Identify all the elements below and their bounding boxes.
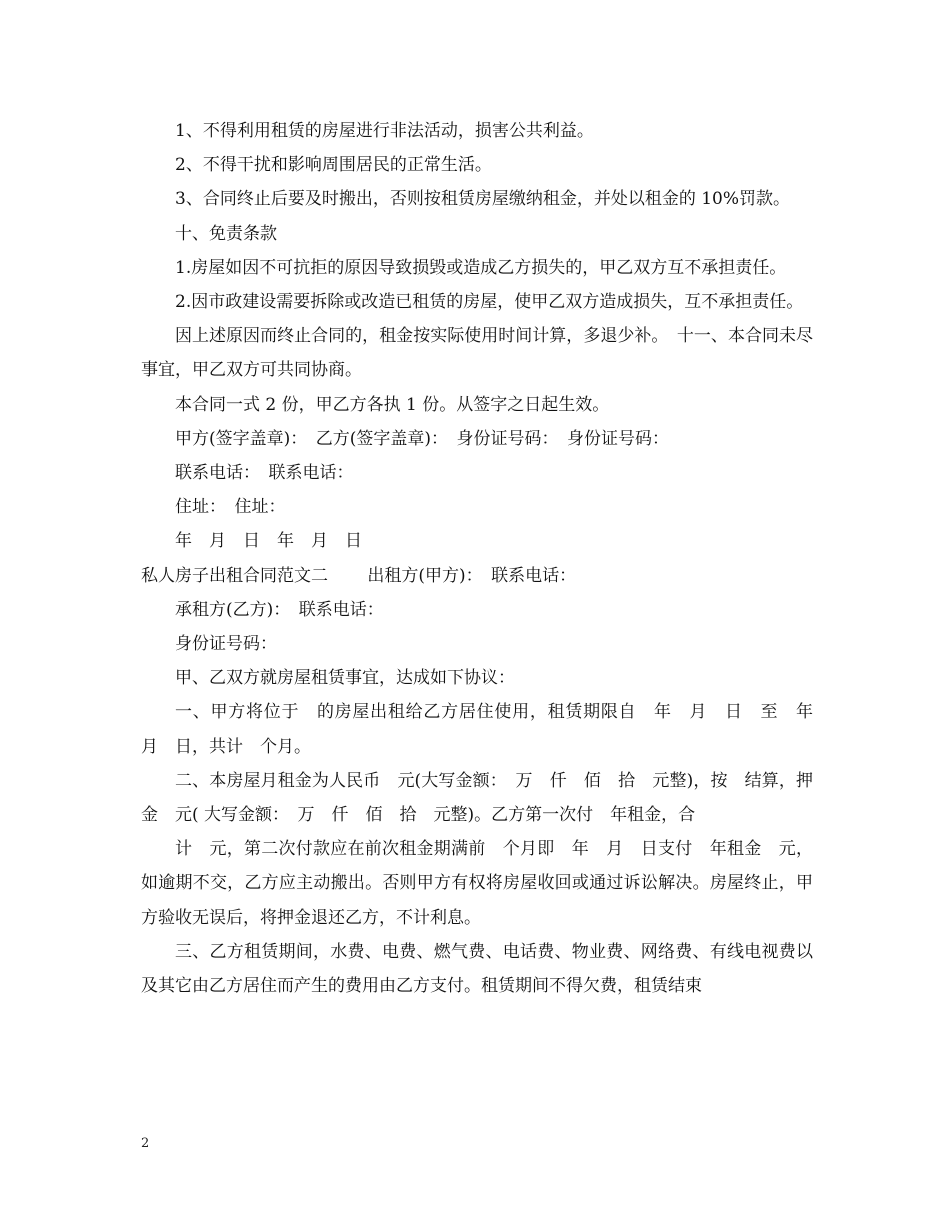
clause-paragraph: 1.房屋如因不可抗拒的原因导致损毁或造成乙方损失的，甲乙双方互不承担责任。 <box>175 257 787 278</box>
clause-paragraph: 3、合同终止后要及时搬出，否则按租赁房屋缴纳租金，并处以租金的 10%罚款。 <box>175 189 791 210</box>
clause-paragraph: 2、不得干扰和影响周围居民的正常生活。 <box>175 155 492 176</box>
signature-line: 甲方(签字盖章)： 乙方(签字盖章)： 身份证号码： 身份证号码： <box>175 428 670 449</box>
tenant-line: 承租方(乙方)： 联系电话： <box>175 599 384 620</box>
clause-paragraph: 本合同一式 2 份，甲乙方各执 1 份。从签字之日起生效。 <box>175 394 610 415</box>
clause-paragraph: 2.因市政建设需要拆除或改造已租赁的房屋，使甲乙双方造成损失，互不承担责任。 <box>175 292 804 313</box>
address-line: 住址： 住址： <box>175 497 286 518</box>
clause-paragraph: 计 元，第二次付款应在前次租金期满前 个月即 年 月 日支付 年租金 元，如逾期不交，乙方应主动搬出。否则甲方有权将房屋收回或通过诉讼解决。房屋终止，甲方验收无误后，将押金退还乙方，不计利息。 <box>141 839 813 928</box>
id-number-line: 身份证号码： <box>175 634 277 655</box>
second-contract-title-line: 私人房子出租合同范文二 出租方(甲方)： 联系电话： <box>141 565 577 586</box>
document-body <box>141 114 830 1003</box>
contact-line: 联系电话： 联系电话： <box>175 463 354 484</box>
date-line: 年 月 日 年 月 日 <box>175 531 362 552</box>
clause-paragraph: 一、甲方将位于 的房屋出租给乙方居住使用，租赁期限自 年 月 日 至 年 月 日，共计 个月。 <box>141 702 830 757</box>
page-number: 2 <box>141 1136 150 1151</box>
section-heading: 十、免责条款 <box>175 223 277 244</box>
clause-paragraph: 因上述原因而终止合同的，租金按实际使用时间计算，多退少补。 十一、本合同未尽事宜，甲乙双方可共同协商。 <box>141 326 813 381</box>
clause-paragraph: 三、乙方租赁期间，水费、电费、燃气费、电话费、物业费、网络费、有线电视费以及其它由乙方居住而产生的费用由乙方支付。租赁期间不得欠费，租赁结束 <box>141 941 813 997</box>
clause-paragraph: 1、不得利用租赁的房屋进行非法活动，损害公共利益。 <box>175 121 594 141</box>
clause-paragraph: 二、本房屋月租金为人民币 元(大写金额： 万 仟 佰 拾 元整)，按 结算，押金 元( 大写金额： 万 仟 佰 拾 元整)。乙方第一次付 年租金，合 <box>141 770 813 826</box>
agreement-intro: 甲、乙双方就房屋租赁事宜，达成如下协议： <box>175 668 515 689</box>
